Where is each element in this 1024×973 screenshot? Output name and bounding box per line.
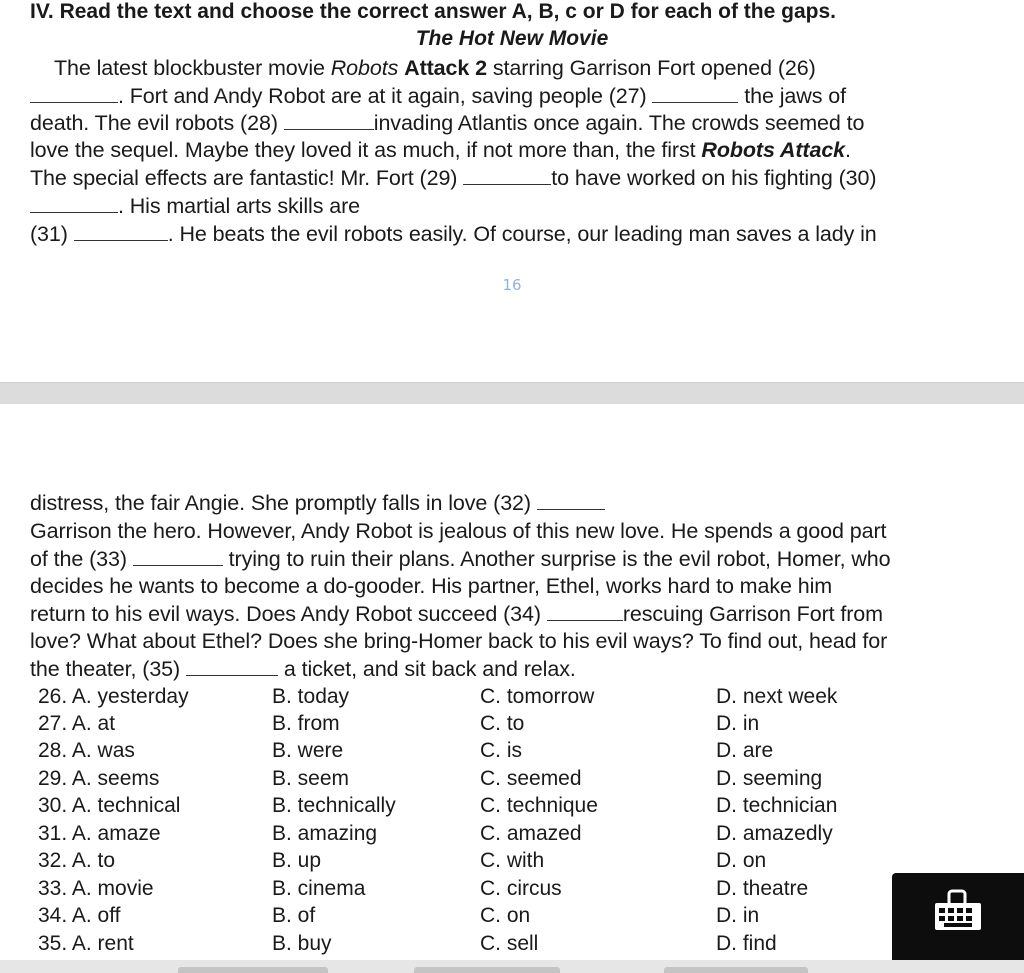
page-separator <box>0 382 1024 406</box>
option-c: C. circus <box>480 877 562 900</box>
gap-30-blank <box>30 194 118 213</box>
option-b: B. cinema <box>272 877 366 900</box>
option-b: B. from <box>272 712 340 735</box>
option-d: D. amazedly <box>716 822 833 845</box>
option-b: B. today <box>272 685 350 708</box>
option-c: C. with <box>480 849 545 872</box>
option-d: D. on <box>716 849 767 872</box>
option-a: 27. A. at <box>38 712 116 735</box>
option-b: B. technically <box>272 794 396 817</box>
option-a: 33. A. movie <box>38 877 154 900</box>
option-a: 29. A. seems <box>38 767 160 790</box>
option-a: 34. A. off <box>38 904 121 927</box>
gap-31-blank <box>74 222 168 241</box>
option-a: 28. A. was <box>38 739 135 762</box>
passage-line-13: love? What about Ethel? Does she bring-Homer back to his evil ways? To find out, head for <box>30 629 888 653</box>
bottom-tab-handle[interactable] <box>178 967 328 973</box>
option-c: C. seemed <box>480 767 582 790</box>
gap-28-blank <box>284 111 374 130</box>
option-c: C. is <box>480 739 522 762</box>
gap-26-blank <box>30 84 118 103</box>
passage-line-6: . His martial arts skills are <box>30 193 360 219</box>
passage-line-11: decides he wants to become a do-gooder. His partner, Ethel, works hard to make him <box>30 574 833 598</box>
option-c: C. technique <box>480 794 598 817</box>
passage-line-4: love the sequel. Maybe they loved it as much, if not more than, the first Robots Attack. <box>30 138 851 162</box>
option-b: B. of <box>272 904 316 927</box>
option-c: C. tomorrow <box>480 685 595 708</box>
option-a: 32. A. to <box>38 849 116 872</box>
gap-32-blank <box>537 491 605 510</box>
page-number: 16 <box>502 276 522 294</box>
option-a: 35. A. rent <box>38 932 134 955</box>
gap-33-blank <box>133 547 223 566</box>
passage-title: The Hot New Movie <box>415 27 609 50</box>
passage-line-8: distress, the fair Angie. She promptly falls in love (32) <box>30 490 605 516</box>
option-d: D. are <box>716 739 774 762</box>
option-c: C. sell <box>480 932 539 955</box>
passage-line-5: The special effects are fantastic! Mr. Fort (29) to have worked on his fighting (30) <box>30 166 877 190</box>
option-d: D. next week <box>716 685 838 708</box>
option-b: B. up <box>272 849 322 872</box>
bottom-tab-handle[interactable] <box>664 967 808 973</box>
option-a: 31. A. amaze <box>38 822 161 845</box>
passage-line-12: return to his evil ways. Does Andy Robot succeed (34) rescuing Garrison Fort from <box>30 602 883 626</box>
passage-line-2: . Fort and Andy Robot are at it again, saving people (27) the jaws of <box>30 83 846 109</box>
option-b: B. were <box>272 739 344 762</box>
option-b: B. seem <box>272 767 350 790</box>
document-page-upper <box>0 0 1024 382</box>
option-b: B. buy <box>272 932 332 955</box>
option-d: D. in <box>716 904 760 927</box>
option-d: D. seeming <box>716 767 823 790</box>
option-d: D. in <box>716 712 760 735</box>
passage-line-10: of the (33) trying to ruin their plans. Another surprise is the evil robot, Homer, who <box>30 547 891 571</box>
option-a: 30. A. technical <box>38 794 181 817</box>
gap-27-blank <box>652 84 738 103</box>
option-d: D. technician <box>716 794 838 817</box>
option-c: C. amazed <box>480 822 582 845</box>
passage-line-9: Garrison the hero. However, Andy Robot is jealous of this new love. He spends a good part <box>30 519 887 543</box>
gap-35-blank <box>186 657 278 676</box>
option-a: 26. A. yesterday <box>38 685 189 708</box>
document-page-lower <box>0 404 1024 960</box>
gap-29-blank <box>463 166 551 185</box>
gap-34-blank <box>547 602 623 621</box>
option-c: C. on <box>480 904 531 927</box>
option-d: D. find <box>716 932 777 955</box>
option-c: C. to <box>480 712 525 735</box>
option-b: B. amazing <box>272 822 378 845</box>
option-d: D. theatre <box>716 877 809 900</box>
keyboard-toggle-button[interactable] <box>892 873 1024 960</box>
passage-line-1: The latest blockbuster movie Robots Attack 2 starring Garrison Fort opened (26) <box>54 56 816 80</box>
passage-line-7: (31) . He beats the evil robots easily. Of course, our leading man saves a lady in <box>30 222 877 246</box>
passage-line-3: death. The evil robots (28) invading Atlantis once again. The crowds seemed to <box>30 111 865 135</box>
exercise-heading: IV. Read the text and choose the correct answer A, B, c or D for each of the gaps. <box>30 0 836 23</box>
bottom-tab-handle[interactable] <box>414 967 560 973</box>
passage-line-14: the theater, (35) a ticket, and sit back and relax. <box>30 657 576 681</box>
